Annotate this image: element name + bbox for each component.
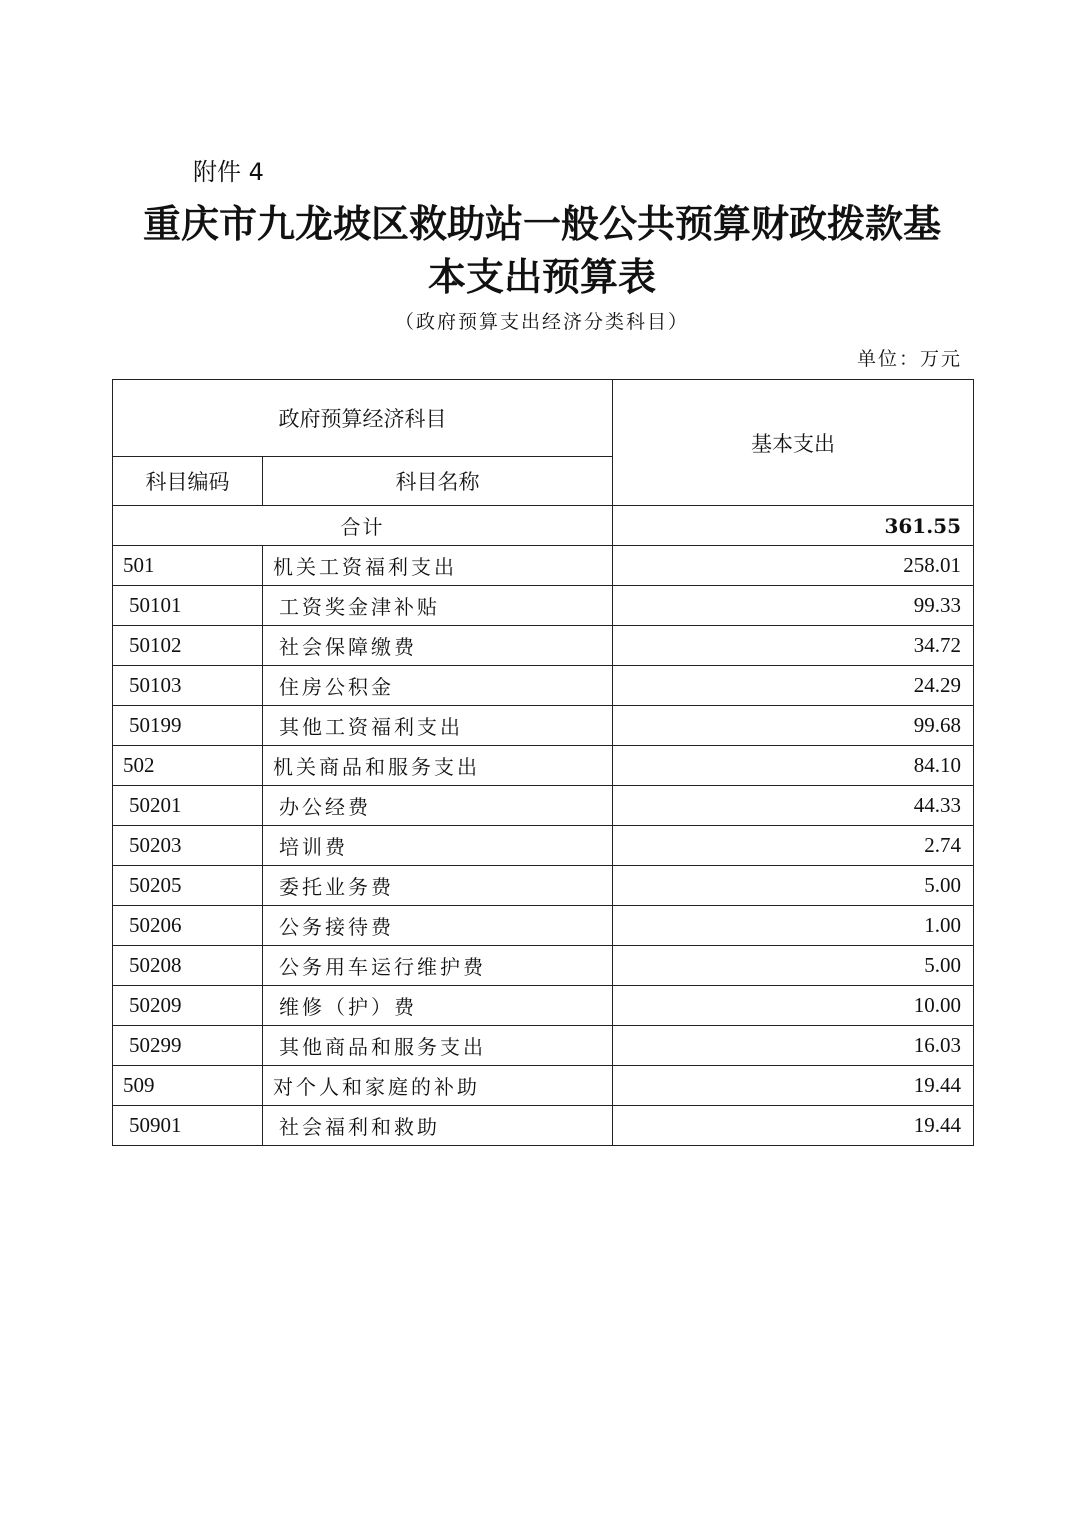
header-basic-expenditure: 基本支出	[613, 380, 974, 506]
basic-expenditure-amount: 99.33	[613, 586, 974, 626]
total-label: 合计	[113, 506, 613, 546]
table-row	[113, 866, 974, 906]
subject-name: 工资奖金津补贴	[263, 586, 613, 626]
subject-name: 维修（护）费	[263, 986, 613, 1026]
budget-table	[112, 379, 974, 1146]
subject-name: 其他商品和服务支出	[263, 1026, 613, 1066]
subject-name: 社会福利和救助	[263, 1106, 613, 1146]
table-row	[113, 546, 974, 586]
document-title-line-2: 本支出预算表	[427, 254, 656, 299]
subject-name: 机关商品和服务支出	[263, 746, 613, 786]
subject-code: 501	[113, 546, 263, 586]
basic-expenditure-amount: 19.44	[613, 1066, 974, 1106]
table-row	[113, 1066, 974, 1106]
subject-code: 502	[113, 746, 263, 786]
subject-code: 50199	[113, 706, 263, 746]
table-row	[113, 946, 974, 986]
subject-code: 50209	[113, 986, 263, 1026]
subject-name: 培训费	[263, 826, 613, 866]
table-row	[113, 1026, 974, 1066]
table-header-row	[113, 380, 974, 457]
basic-expenditure-amount: 24.29	[613, 666, 974, 706]
subject-name: 社会保障缴费	[263, 626, 613, 666]
basic-expenditure-amount: 2.74	[613, 826, 974, 866]
total-row	[113, 506, 974, 546]
subject-code: 50201	[113, 786, 263, 826]
table-row	[113, 586, 974, 626]
subject-code: 50205	[113, 866, 263, 906]
subject-code: 50102	[113, 626, 263, 666]
total-value: 361.55	[613, 506, 974, 546]
subject-code: 509	[113, 1066, 263, 1106]
basic-expenditure-amount: 10.00	[613, 986, 974, 1026]
basic-expenditure-amount: 99.68	[613, 706, 974, 746]
table-row	[113, 706, 974, 746]
basic-expenditure-amount: 5.00	[613, 946, 974, 986]
table-row	[113, 786, 974, 826]
subject-code: 50299	[113, 1026, 263, 1066]
basic-expenditure-amount: 16.03	[613, 1026, 974, 1066]
basic-expenditure-amount: 5.00	[613, 866, 974, 906]
document-subtitle: （政府预算支出经济分类科目）	[394, 311, 689, 333]
table-row	[113, 1106, 974, 1146]
subject-code: 50103	[113, 666, 263, 706]
subject-code: 50206	[113, 906, 263, 946]
subject-code: 50208	[113, 946, 263, 986]
table-row	[113, 746, 974, 786]
header-subject-name: 科目名称	[263, 457, 613, 506]
basic-expenditure-amount: 1.00	[613, 906, 974, 946]
table-row	[113, 906, 974, 946]
subject-code: 50203	[113, 826, 263, 866]
table-row	[113, 626, 974, 666]
subject-name: 公务接待费	[263, 906, 613, 946]
subject-code: 50101	[113, 586, 263, 626]
header-economic-subject: 政府预算经济科目	[113, 380, 613, 457]
subject-name: 对个人和家庭的补助	[263, 1066, 613, 1106]
subject-name: 委托业务费	[263, 866, 613, 906]
basic-expenditure-amount: 258.01	[613, 546, 974, 586]
subject-name: 其他工资福利支出	[263, 706, 613, 746]
basic-expenditure-amount: 19.44	[613, 1106, 974, 1146]
unit-label: 单位：万元	[856, 348, 962, 370]
subject-name: 机关工资福利支出	[263, 546, 613, 586]
basic-expenditure-amount: 84.10	[613, 746, 974, 786]
table-row	[113, 666, 974, 706]
basic-expenditure-amount: 44.33	[613, 786, 974, 826]
subject-name: 公务用车运行维护费	[263, 946, 613, 986]
basic-expenditure-amount: 34.72	[613, 626, 974, 666]
table-row	[113, 826, 974, 866]
subject-name: 住房公积金	[263, 666, 613, 706]
document-title-line-1: 重庆市九龙坡区救助站一般公共预算财政拨款基	[142, 201, 941, 246]
subject-name: 办公经费	[263, 786, 613, 826]
header-subject-code: 科目编码	[113, 457, 263, 506]
subject-code: 50901	[113, 1106, 263, 1146]
attachment-label: 附件 4	[193, 158, 264, 186]
table-row	[113, 986, 974, 1026]
